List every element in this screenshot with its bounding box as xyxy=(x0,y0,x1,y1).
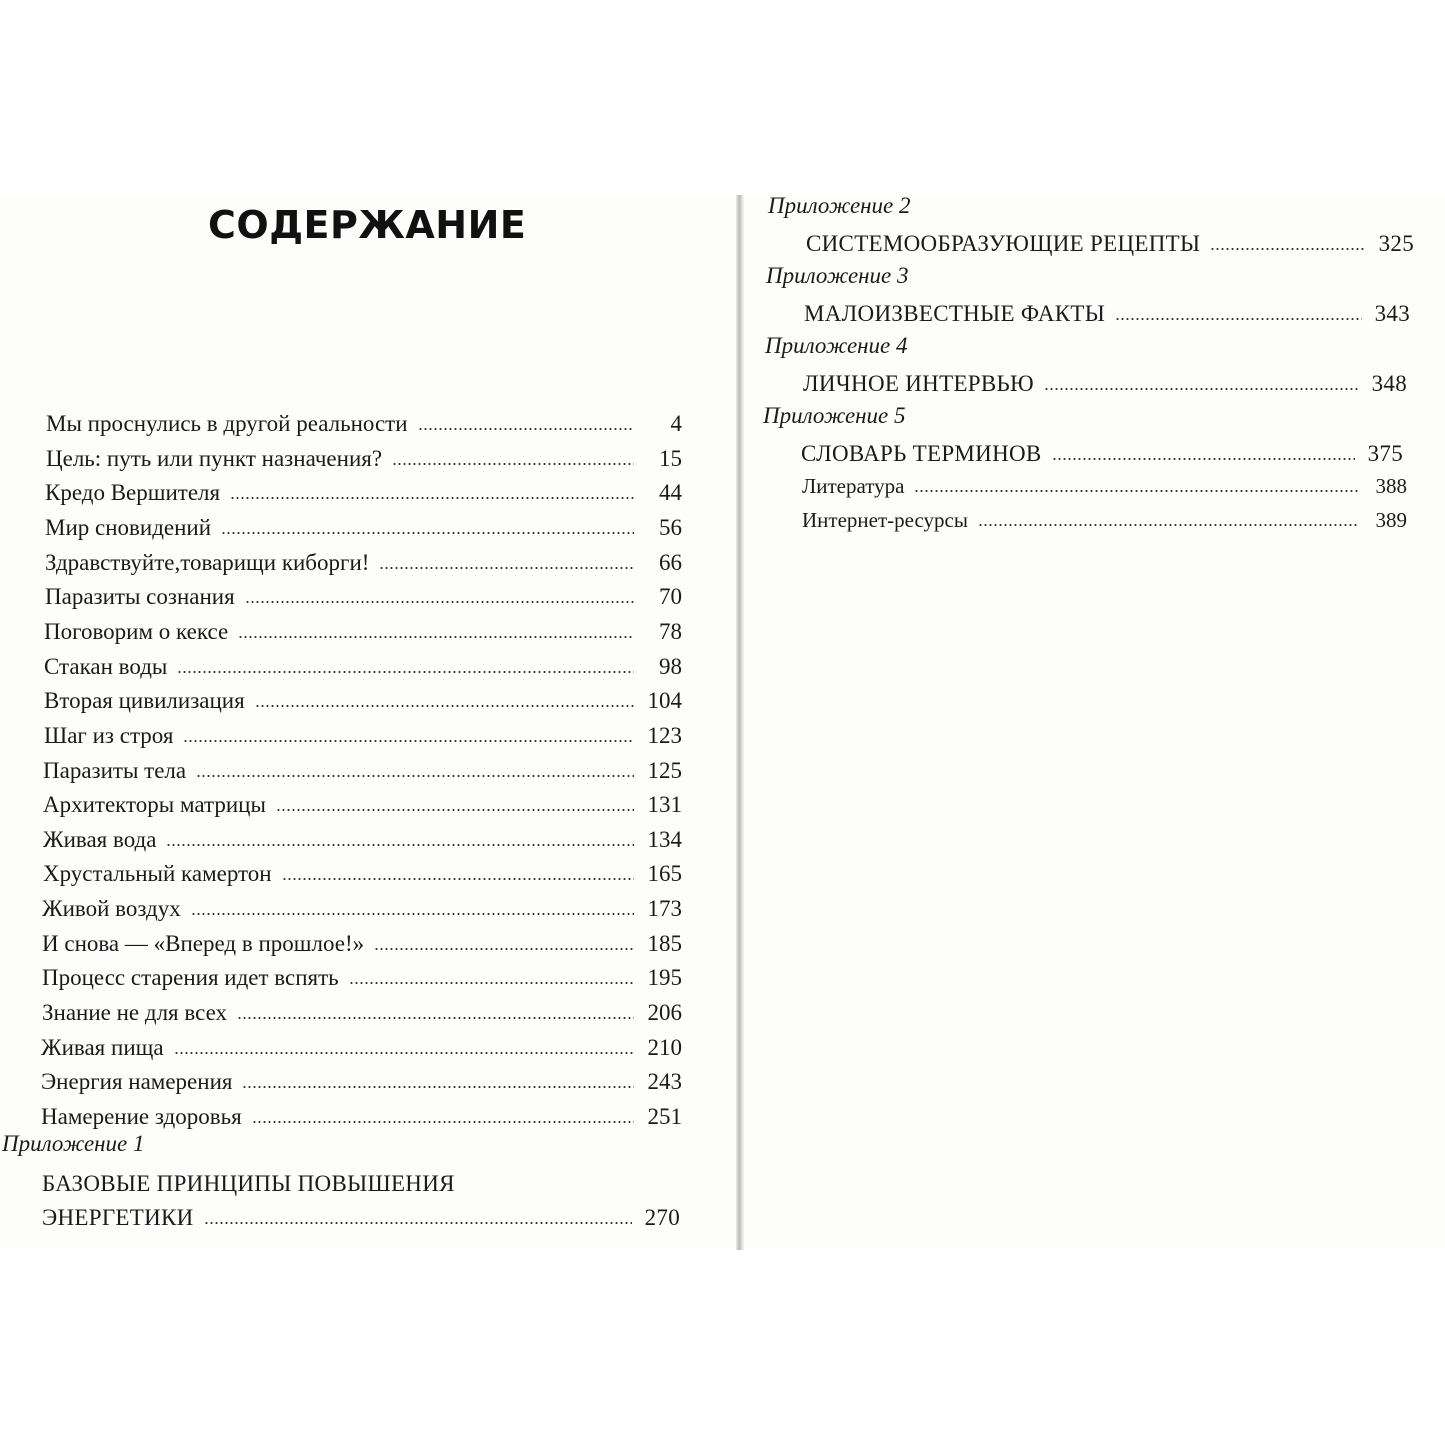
appendix-heading: Приложение 2 xyxy=(768,193,911,218)
toc-entry-page: 15 xyxy=(659,446,682,471)
toc-entry-page: 389 xyxy=(1375,508,1407,532)
dot-leader xyxy=(349,981,634,985)
left-page xyxy=(0,195,736,1250)
toc-entry-page: 131 xyxy=(647,792,682,817)
toc-entry[interactable] xyxy=(42,895,682,923)
toc-entry-page: 270 xyxy=(644,1205,680,1230)
toc-entry-page: 78 xyxy=(659,619,682,644)
toc-entry[interactable] xyxy=(44,653,682,681)
toc-entry[interactable] xyxy=(41,1068,682,1096)
toc-entry-page: 56 xyxy=(659,515,682,540)
dot-leader xyxy=(252,1120,634,1124)
toc-entry[interactable] xyxy=(44,618,682,646)
toc-entry[interactable] xyxy=(41,1034,682,1062)
toc-entry-page: 165 xyxy=(647,861,682,886)
toc-entry-label: Стакан воды xyxy=(44,654,168,679)
appendix-1-heading: Приложение 1 xyxy=(2,1131,145,1156)
toc-entry-label: И снова — «Вперед в прошлое!» xyxy=(42,931,365,956)
dot-leader xyxy=(914,489,1359,493)
toc-entry[interactable] xyxy=(42,964,682,992)
toc-entry-label: Намерение здоровья xyxy=(41,1104,242,1129)
dot-leader xyxy=(392,462,634,466)
toc-entry-page: 125 xyxy=(647,758,682,783)
toc-entry[interactable] xyxy=(44,687,682,715)
dot-leader xyxy=(374,947,634,951)
toc-entry[interactable] xyxy=(45,514,682,542)
toc-entry-appendix[interactable] xyxy=(801,440,1403,468)
toc-entry-extra[interactable] xyxy=(802,506,1407,534)
toc-entry[interactable] xyxy=(45,479,682,507)
toc-entry-label: Знание не для всех xyxy=(42,1000,228,1025)
toc-entry-label: СИСТЕМООБРАЗУЮЩИЕ РЕЦЕПТЫ xyxy=(806,231,1201,256)
dot-leader xyxy=(221,531,634,535)
toc-entry-extra[interactable] xyxy=(802,472,1407,500)
toc-entry-page: 44 xyxy=(659,480,682,505)
toc-entry-page: 243 xyxy=(647,1069,682,1094)
toc-entry[interactable] xyxy=(43,791,682,819)
toc-entry-page: 325 xyxy=(1378,231,1414,256)
toc-entry-page: 206 xyxy=(647,1000,682,1025)
dot-leader xyxy=(379,566,634,570)
toc-entry-page: 98 xyxy=(659,654,682,679)
toc-entry[interactable] xyxy=(45,583,682,611)
toc-entry-label: Литература xyxy=(802,474,905,498)
toc-entry-label: Цель: путь или пункт назначения? xyxy=(46,446,383,471)
toc-entry[interactable] xyxy=(43,860,682,888)
toc-entry-page: 185 xyxy=(647,931,682,956)
toc-entry-page: 123 xyxy=(647,723,682,748)
toc-entry-appendix[interactable] xyxy=(803,370,1407,398)
toc-entry[interactable] xyxy=(46,445,682,473)
toc-entry-page: 388 xyxy=(1375,474,1407,498)
toc-entry-page: 134 xyxy=(647,827,682,852)
dot-leader xyxy=(230,496,634,500)
appendix-heading: Приложение 3 xyxy=(766,263,909,288)
toc-entry[interactable] xyxy=(42,999,682,1027)
toc-entry-label: Кредо Вершителя xyxy=(45,480,221,505)
toc-entry[interactable] xyxy=(41,1103,682,1131)
dot-leader xyxy=(276,808,634,812)
dot-leader xyxy=(978,523,1359,527)
toc-entry-page: 251 xyxy=(647,1104,682,1129)
toc-entry[interactable] xyxy=(43,757,682,785)
dot-leader xyxy=(1052,457,1355,461)
toc-entry[interactable] xyxy=(46,410,682,438)
dot-leader xyxy=(238,635,634,639)
appendix-heading: Приложение 4 xyxy=(765,333,908,358)
dot-leader xyxy=(1044,387,1359,391)
toc-entry-page: 210 xyxy=(647,1035,682,1060)
toc-entry[interactable] xyxy=(44,722,682,750)
toc-entry-label: ЭНЕРГЕТИКИ xyxy=(42,1205,194,1230)
toc-entry-label: Шаг из строя xyxy=(44,723,174,748)
toc-entry-page: 375 xyxy=(1367,441,1403,466)
toc-entry-page: 66 xyxy=(659,550,682,575)
toc-entry-label: Паразиты сознания xyxy=(45,584,235,609)
dot-leader xyxy=(1115,317,1362,321)
dot-leader xyxy=(166,843,634,847)
toc-entry-page: 348 xyxy=(1371,371,1407,396)
toc-entry-page: 70 xyxy=(659,584,682,609)
toc-entry-label: Процесс старения идет вспять xyxy=(42,965,339,990)
appendix-1-title-line1: БАЗОВЫЕ ПРИНЦИПЫ ПОВЫШЕНИЯ xyxy=(42,1171,455,1196)
toc-entry-page: 195 xyxy=(647,965,682,990)
toc-entry-page: 4 xyxy=(670,411,682,436)
toc-entry-label: СЛОВАРЬ ТЕРМИНОВ xyxy=(801,441,1042,466)
dot-leader xyxy=(255,704,634,708)
toc-entry-page: 173 xyxy=(647,896,682,921)
book-gutter xyxy=(736,195,744,1250)
toc-entry-appendix[interactable] xyxy=(804,300,1410,328)
toc-entry-label: Энергия намерения xyxy=(41,1069,233,1094)
toc-entry-appendix-1[interactable] xyxy=(42,1204,680,1232)
toc-entry-label: Живая пища xyxy=(41,1035,164,1060)
dot-leader xyxy=(237,1016,634,1020)
toc-entry-label: Паразиты тела xyxy=(43,758,187,783)
right-page xyxy=(744,195,1445,1250)
dot-leader xyxy=(174,1051,634,1055)
toc-entry[interactable] xyxy=(45,549,682,577)
dot-leader xyxy=(242,1085,634,1089)
toc-entry-label: Мир сновидений xyxy=(45,515,212,540)
toc-entry[interactable] xyxy=(42,930,682,958)
toc-entry-label: Живой воздух xyxy=(42,896,181,921)
toc-entry-label: Интернет-ресурсы xyxy=(802,508,968,532)
dot-leader xyxy=(204,1221,632,1225)
dot-leader xyxy=(418,427,634,431)
toc-entry-label: МАЛОИЗВЕСТНЫЕ ФАКТЫ xyxy=(804,301,1106,326)
dot-leader xyxy=(177,670,634,674)
dot-leader xyxy=(282,877,634,881)
toc-entry-label: Живая вода xyxy=(43,827,157,852)
toc-entry-label: Поговорим о кексе xyxy=(44,619,229,644)
page-title: СОДЕРЖАНИЕ xyxy=(208,203,527,247)
toc-entry-appendix[interactable] xyxy=(806,230,1414,258)
toc-entry-page: 343 xyxy=(1374,301,1410,326)
toc-entry-label: Вторая цивилизация xyxy=(44,688,245,713)
toc-entry-label: Хрустальный камертон xyxy=(43,861,272,886)
dot-leader xyxy=(1210,247,1366,251)
toc-entry-label: Здравствуйте,товарищи киборги! xyxy=(45,550,370,575)
appendix-heading: Приложение 5 xyxy=(763,403,906,428)
toc-entry[interactable] xyxy=(43,826,682,854)
toc-entry-page: 104 xyxy=(647,688,682,713)
dot-leader xyxy=(183,739,634,743)
toc-entry-label: Архитекторы матрицы xyxy=(43,792,266,817)
toc-entry-label: ЛИЧНОЕ ИНТЕРВЬЮ xyxy=(803,371,1034,396)
dot-leader xyxy=(191,912,634,916)
toc-entry-label: Мы проснулись в другой реальности xyxy=(46,411,408,436)
dot-leader xyxy=(245,600,634,604)
dot-leader xyxy=(196,774,634,778)
